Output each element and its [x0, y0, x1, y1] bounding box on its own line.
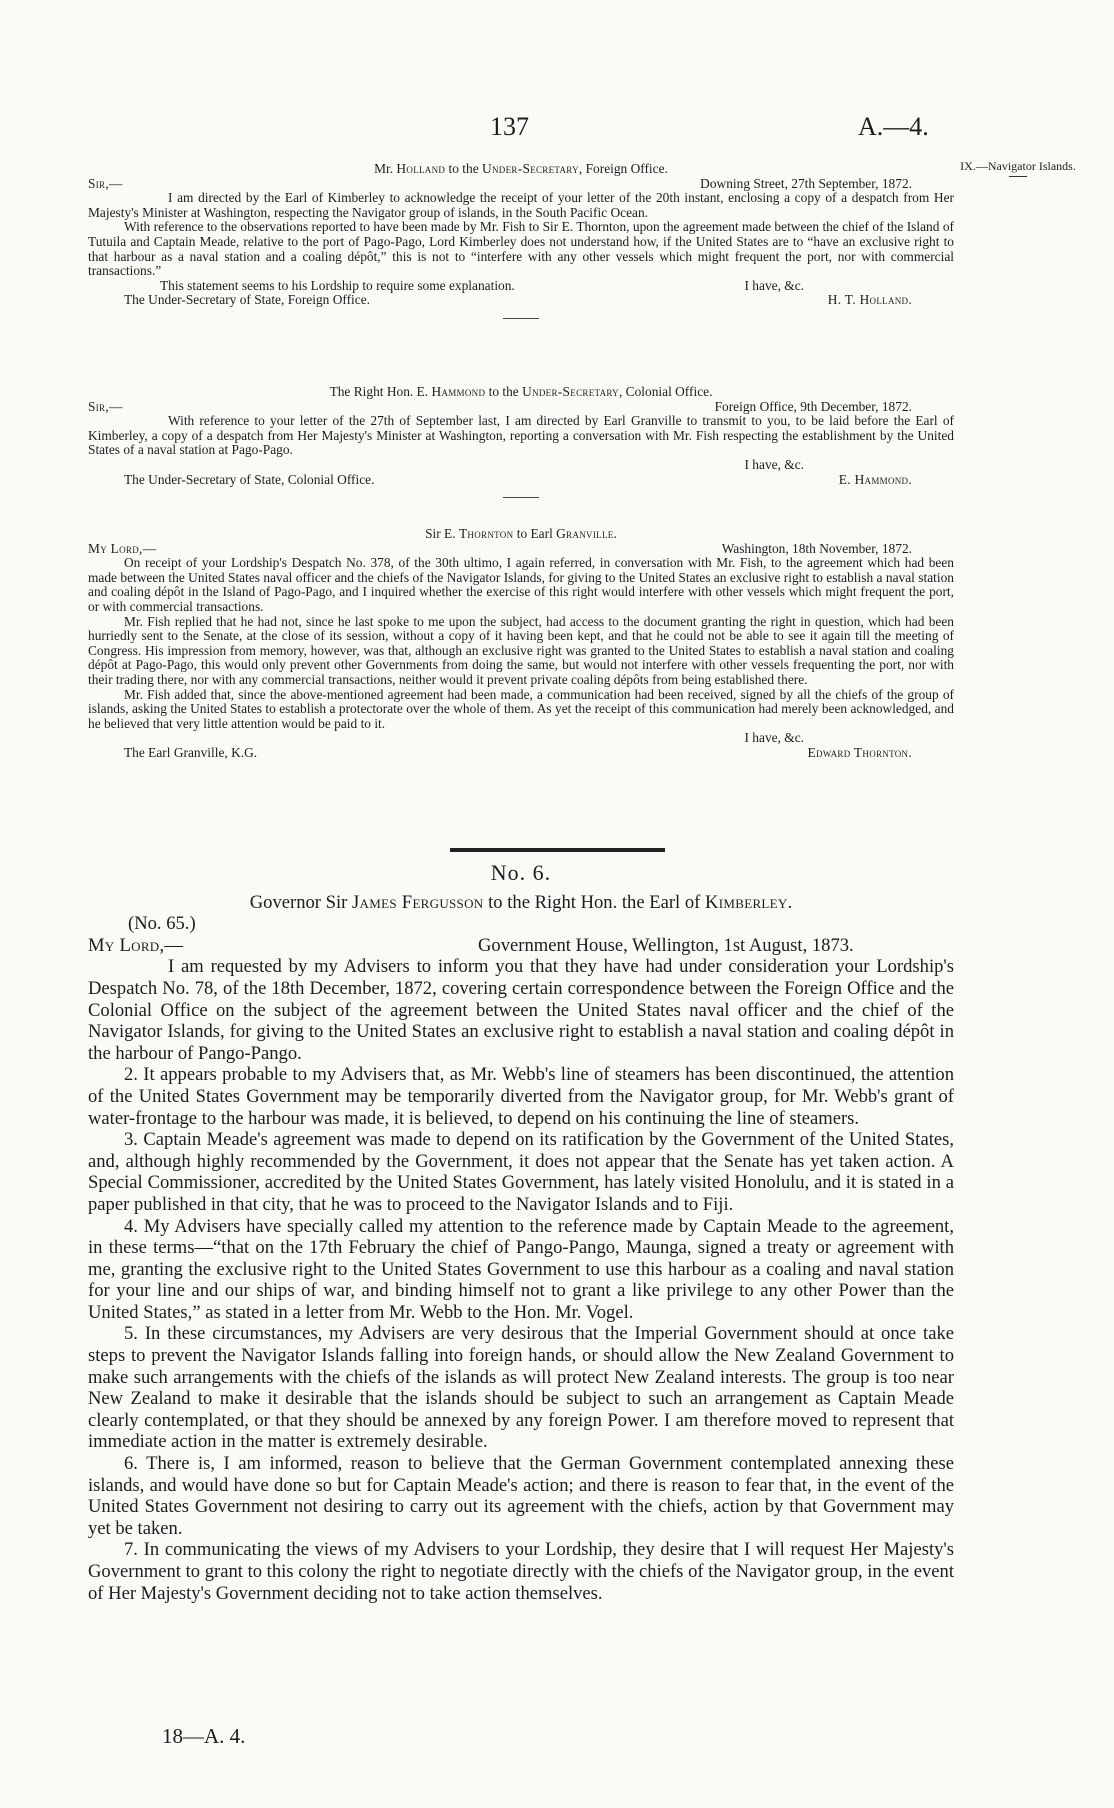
signature: H. T. Holland. [827, 292, 912, 308]
paragraph: 3. Captain Meade's agreement was made to depend on its ratification by the Government of the United States, and, although highly recommended by the Government, it does not appear that the Senate has yet taken action. A Special Commissioner, accredited by the United States Government, has lately visited Honolulu, and it is stated in a paper published in that city, that he was to proceed to the Navigator Islands and to Fiji. [88, 1129, 954, 1215]
despatch-no6 [88, 862, 954, 1604]
series-code: A.—4. [858, 112, 929, 141]
salutation: Sir,— [88, 175, 123, 191]
letter-heading: Mr. Holland to the Under-Secretary, Foreign Office. [374, 161, 668, 176]
separator [503, 497, 539, 498]
paragraph: 5. In these circumstances, my Advisers are very desirous that the Imperial Government should at once take steps to prevent the Navigator Islands falling into foreign hands, or should allow the New Zealand Government to make such arrangements with the chiefs of the islands as will protect New Zealand interests. The group is too near New Zealand to make it desirable that the islands should be subject to such an arrangement as Captain Meade clearly contemplated, or that they should be annexed by any foreign Power. I am therefore moved to represent that immediate action in the matter is extremely desirable. [88, 1323, 954, 1453]
letter-thornton [88, 527, 954, 761]
margin-note-text: IX.—Navigator Islands. [960, 159, 1076, 173]
margin-note-dash [1009, 176, 1027, 177]
salutation-line [88, 177, 954, 192]
paragraph: Mr. Fish replied that he had not, since he last spoke to me upon the subject, had access to the document granting the right in question, which had been hurriedly sent to the Senate, at the close of its session, without a copy of it having been kept, and that he could not be able to see it again till the meeting of Congress. His impression from memory, however, was that, although an exclusive right was granted to the United States to establish a naval station and coaling dépôt at Pago-Pago, this would only prevent other Governments from doing the same, but would not interfere with other vessels frequenting the port, nor with their trading there, nor with any commercial transactions, neither would it prevent private coaling dépôts from being established there. [88, 613, 954, 687]
paragraph: 7. In communicating the views of my Advisers to your Lordship, they desire that I will request Her Majesty's Government to grant to this colony the right to negotiate directly with the chiefs of the Navigator group, in the event of Her Majesty's Government deciding not to take action themselves. [88, 1539, 954, 1604]
paragraph: On receipt of your Lordship's Despatch No. 378, of the 30th ultimo, I again referred, in conversation with Mr. Fish, to the agreement which had been made between the United States naval officer and the chiefs of the Navigator Islands, for giving to the United States an exclusive right to establish a naval station and coaling dépôt in the Island of Pago-Pago, and I inquired whether the exercise of this right would interfere with other vessels which might frequent the port, or with commercial transactions. [88, 555, 954, 614]
paragraph: 4. My Advisers have specially called my attention to the reference made by Captain Meade to the agreement, in these terms—“that on the 17th February the chief of Pango-Pango, Maunga, signed a treaty or agreement with me, granting the exclusive right to the United States Government to use this harbour as a coaling and naval station for your line and our ships of war, and binding himself not to grant a like privilege to any other Power than the United States,” as stated in a letter from Mr. Webb to the Hon. Mr. Vogel. [88, 1215, 954, 1323]
place-date: Foreign Office, 9th December, 1872. [714, 398, 912, 414]
addressee: The Under-Secretary of State, Foreign Office. [124, 292, 371, 308]
salutation: Sir,— [88, 398, 123, 414]
paragraph: 6. There is, I am informed, reason to believe that the German Government contemplated annexing these islands, and would have done so but for Captain Meade's action; and there is reason to fear that, in the event of the United States Government not desiring to carry out its agreement with the chiefs, action by that Government may yet be taken. [88, 1453, 954, 1539]
paragraph: With reference to the observations reported to have been made by Mr. Fish to Sir E. Thornton, upon the agreement made between the chief of the Island of Tutuila and Captain Meade, relative to the port of Pago-Pago, Lord Kimberley does not understand how, if the United States are to “have an exclusive right to that harbour as a naval station and a coaling dépôt,” this is not to “interfere with any other vessels which might frequent the port, nor with commercial transactions.” [88, 219, 954, 279]
thick-rule [450, 848, 665, 852]
margin-note [958, 160, 1078, 177]
letter-hammond [88, 385, 954, 498]
closing: I have, &c. [744, 277, 804, 293]
salutation-line [88, 542, 954, 557]
signature-line [88, 746, 954, 761]
letter-heading: The Right Hon. E. Hammond to the Under-Secretary, Colonial Office. [329, 384, 713, 399]
paragraph: I am directed by the Earl of Kimberley to acknowledge the receipt of your letter of the 20th instant, enclosing a copy of a despatch from Her Majesty's Minister at Washington, respecting the Navigator group of islands, in the South Pacific Ocean. [88, 190, 954, 220]
salutation: My Lord,— [88, 934, 184, 956]
salutation-line [88, 400, 954, 415]
letter-holland [88, 162, 954, 319]
paragraph: I am requested by my Advisers to inform you that they have had under consideration your Lordship's Despatch No. 78, of the 18th December, 1872, covering certain correspondence between the Foreign Office and the Colonial Office on the subject of the agreement between the United States naval officer and the chief of the Navigator Islands, for giving to the United States an exclusive right to establish a naval station and coaling dépôt in the harbour of Pango-Pango. [88, 956, 954, 1064]
signature-mark: 18—A. 4. [162, 1724, 246, 1748]
paragraph: With reference to your letter of the 27th of September last, I am directed by Earl Granville to transmit to you, to be laid before the Earl of Kimberley, a copy of a despatch from Her Majesty's Minister at Washington, reporting a conversation with Mr. Fish respecting the establishment by the United States of a naval station at Pago-Pago. [88, 413, 954, 458]
paragraph: This statement seems to his Lordship to require some explanation. [160, 277, 515, 293]
paragraph: Mr. Fish added that, since the above-mentioned agreement had been made, a communication had been received, signed by all the chiefs of the group of islands, asking the United States to establish a protectorate over the whole of them. As yet the receipt of this communication had merely been acknowledged, and he believed that very little attention would be paid to it. [88, 686, 954, 731]
letter-heading: Governor Sir James Fergusson to the Right Hon. the Earl of Kimberley. [249, 891, 793, 913]
closing: I have, &c. [744, 730, 804, 746]
signature-line [88, 473, 954, 488]
salutation-line [88, 935, 954, 957]
addressee: The Earl Granville, K.G. [124, 744, 258, 760]
letter-heading: Sir E. Thornton to Earl Granville. [425, 526, 617, 541]
closing: I have, &c. [744, 456, 804, 472]
place-date: Washington, 18th November, 1872. [721, 540, 912, 556]
document-number: No. 6. [490, 860, 552, 885]
addressee: The Under-Secretary of State, Colonial Office. [124, 471, 375, 487]
salutation: My Lord,— [88, 540, 157, 556]
paragraph: 2. It appears probable to my Advisers that, as Mr. Webb's line of steamers has been discontinued, the attention of the United States Government may be temporarily diverted from the Navigator group, for Mr. Webb's grant of water-frontage to the harbour was made, it is believed, to depend on his continuing the line of steamers. [88, 1064, 954, 1129]
page-number: 137 [490, 112, 529, 141]
closing-line [88, 279, 954, 294]
thick-rule-wrap [0, 848, 1114, 852]
signature-line [88, 293, 954, 308]
signature: E. Hammond. [838, 471, 912, 487]
despatch-number: (No. 65.) [128, 913, 196, 935]
signature: Edward Thornton. [807, 744, 912, 760]
place-date: Downing Street, 27th September, 1872. [700, 175, 912, 191]
separator [503, 318, 539, 319]
place-date: Government House, Wellington, 1st August, 1873. [478, 934, 854, 956]
